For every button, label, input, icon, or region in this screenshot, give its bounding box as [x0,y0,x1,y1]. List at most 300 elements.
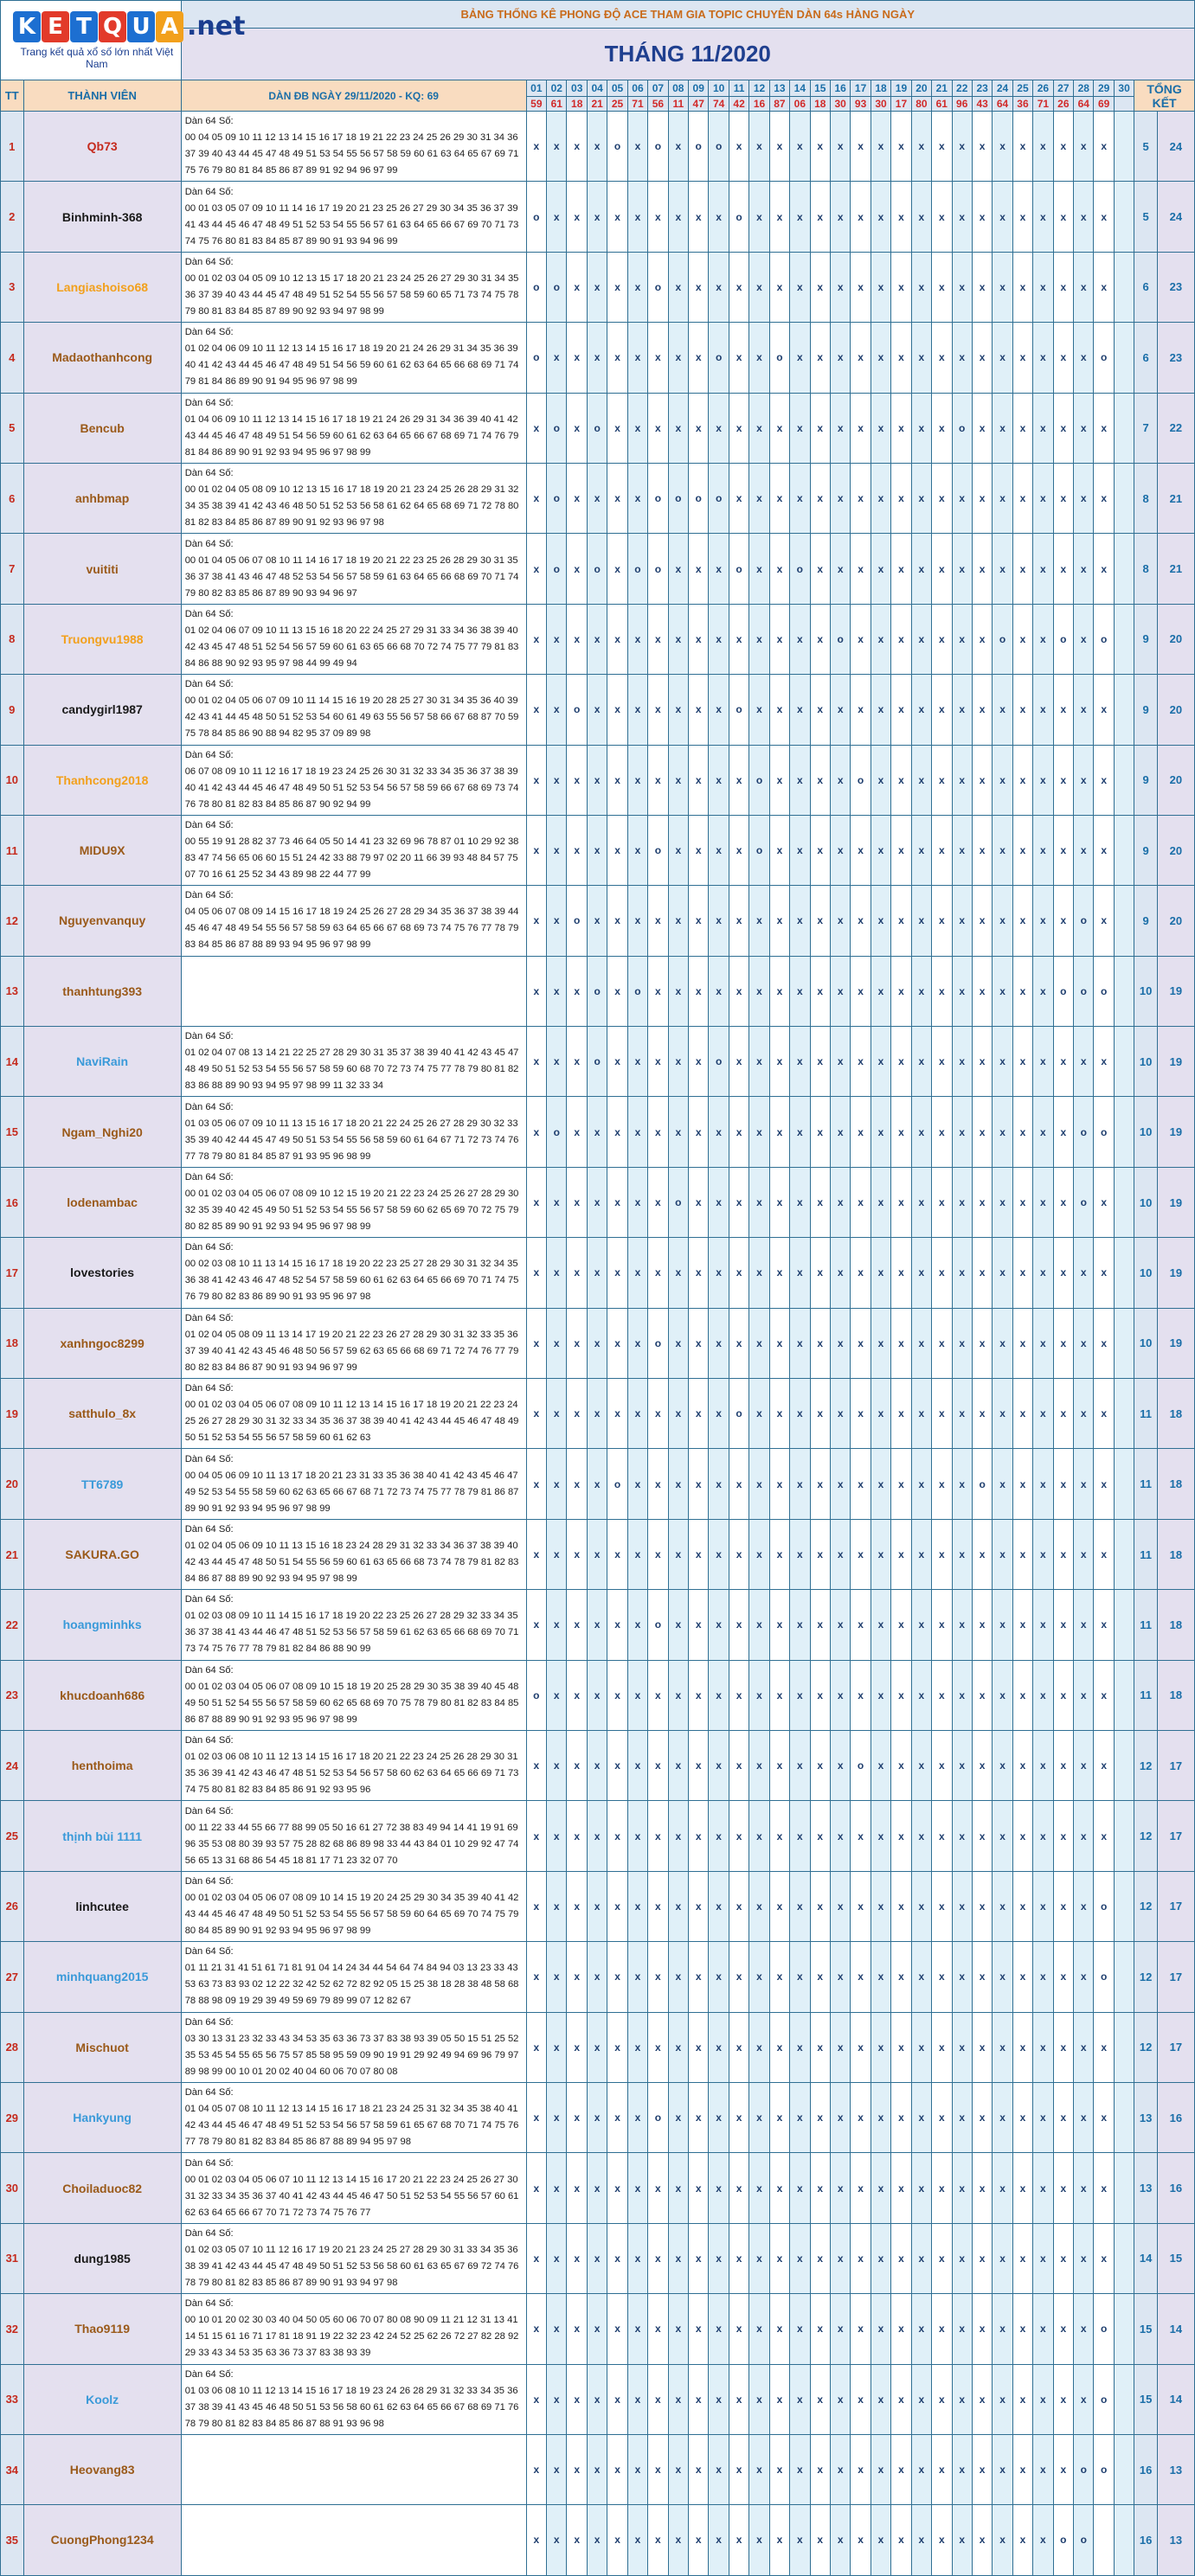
header-summary: TỔNG KẾT [1134,80,1195,112]
day-mark: x [871,323,890,393]
logo-letter: K [13,11,41,42]
day-mark: x [689,815,709,885]
day-mark: x [627,675,647,745]
day-mark: x [526,1027,546,1097]
day-mark: x [547,2434,567,2504]
member-name[interactable]: satthulo_8x [23,1379,181,1449]
day-number: 18 [871,80,890,97]
day-mark: x [891,2364,911,2434]
day-mark: x [607,323,627,393]
day-mark: x [810,1801,830,1871]
summary-hits: 10 [1134,1308,1158,1378]
day-mark: x [689,1730,709,1800]
day-mark: x [648,182,668,252]
member-row [1,956,1195,1026]
member-name[interactable]: Nguyenvanquy [23,886,181,956]
day-mark: x [993,675,1012,745]
day-mark: x [526,463,546,533]
member-name[interactable]: Hankyung [23,2082,181,2152]
member-row [1,1660,1195,1730]
day-mark [1114,2153,1134,2223]
day-mark: x [526,675,546,745]
member-row [1,1871,1195,1941]
day-mark: x [1053,1379,1073,1449]
day-mark: x [830,1801,850,1871]
day-mark: x [911,2153,931,2223]
day-mark: x [972,2082,992,2152]
day-result: 64 [993,97,1012,112]
day-mark: x [1033,1942,1053,2012]
day-mark: x [790,463,810,533]
day-mark: x [851,1519,871,1589]
day-mark: x [607,886,627,956]
dan-value: 01 03 05 06 07 09 10 11 13 15 16 17 18 20 21 22 24 25 26 27 28 29 30 32 33 35 39 40 42 44 45 47 49 50 51 53 54 55 56 58 59 60 61 64 67 71 72 73 74 76 77 78 79 80 81 84 85 87 91 93 95 96 98 99 [184,1118,519,1162]
member-name[interactable]: Koolz [23,2364,181,2434]
summary-misses: 23 [1157,252,1194,322]
day-mark: x [769,2012,789,2082]
day-mark: x [607,2364,627,2434]
day-mark: x [648,1167,668,1237]
day-mark: x [1012,956,1032,1026]
day-mark: x [729,1027,748,1097]
dan-label: Dàn 64 Số: [184,1242,234,1253]
day-mark: x [1012,393,1032,463]
day-mark: x [648,1871,668,1941]
day-mark: x [952,1942,972,2012]
day-mark: x [607,2153,627,2223]
day-mark [1114,1027,1134,1097]
day-mark: x [1074,1730,1094,1800]
day-mark: x [1033,2223,1053,2293]
day-mark: x [648,2223,668,2293]
day-number: 15 [810,80,830,97]
member-name[interactable]: Choiladuoc82 [23,2153,181,2223]
member-name[interactable]: Truongvu1988 [23,604,181,674]
logo-letter: U [127,11,155,42]
day-mark: x [1094,886,1114,956]
day-mark: x [709,675,729,745]
day-mark: x [830,534,850,604]
day-mark: x [1094,1590,1114,1660]
day-mark: x [627,393,647,463]
day-mark: x [1012,2082,1032,2152]
member-name[interactable]: khucdoanh686 [23,1660,181,1730]
day-mark: x [587,1379,607,1449]
day-mark: x [1033,815,1053,885]
day-mark: x [871,2294,890,2364]
day-mark [1114,1379,1134,1449]
dan-numbers [181,1379,526,1449]
day-mark: x [972,2434,992,2504]
day-mark: x [932,2082,952,2152]
day-mark [1114,1730,1134,1800]
dan-numbers [181,675,526,745]
day-mark: x [830,1167,850,1237]
day-mark: x [952,1801,972,1871]
day-mark: x [648,1660,668,1730]
day-mark: x [871,1167,890,1237]
day-mark: x [547,1167,567,1237]
day-mark: x [1074,2012,1094,2082]
day-mark: x [932,182,952,252]
day-mark: x [547,2223,567,2293]
member-name[interactable]: candygirl1987 [23,675,181,745]
day-mark: x [668,2364,688,2434]
member-name[interactable]: Langiashoiso68 [23,252,181,322]
day-mark: x [993,1942,1012,2012]
day-mark: x [1053,463,1073,533]
member-name[interactable]: CuongPhong1234 [23,2505,181,2575]
day-mark: x [729,393,748,463]
day-mark [1114,393,1134,463]
member-name[interactable]: MIDU9X [23,815,181,885]
member-name[interactable]: Qb73 [23,112,181,182]
member-name[interactable]: dung1985 [23,2223,181,2293]
day-mark: x [972,463,992,533]
day-mark: x [587,2082,607,2152]
day-mark: x [709,2505,729,2575]
day-mark: x [607,534,627,604]
member-name[interactable]: SAKURA.GO [23,1519,181,1589]
member-name[interactable]: Thao9119 [23,2294,181,2364]
day-mark: x [871,1097,890,1167]
day-mark: x [790,1942,810,2012]
day-number: 05 [607,80,627,97]
day-mark: x [1074,1590,1094,1660]
day-mark: x [1074,1308,1094,1378]
day-mark: x [526,815,546,885]
day-mark: x [851,956,871,1026]
dan-value: 01 02 04 07 08 13 14 21 22 25 27 28 29 30 31 35 37 38 39 40 41 42 43 45 47 48 49 50 51 52 53 54 55 56 57 58 59 60 68 70 72 73 74 75 77 78 79 80 81 82 83 86 88 89 90 93 94 95 97 98 99 11 32 33 34 [184,1048,519,1092]
day-mark: x [871,1730,890,1800]
dan-label: Dàn 64 Số: [184,679,234,690]
day-mark: x [952,745,972,815]
day-mark [1114,956,1134,1026]
member-name[interactable]: minhquang2015 [23,1942,181,2012]
day-mark: x [891,2153,911,2223]
header-member: THÀNH VIÊN [23,80,181,112]
day-mark: x [769,1167,789,1237]
day-mark: x [749,1379,769,1449]
row-index: 4 [1,323,24,393]
member-name[interactable]: henthoima [23,1730,181,1800]
dan-label: Dàn 64 Số: [184,1101,234,1112]
day-mark: x [769,886,789,956]
day-number: 28 [1074,80,1094,97]
dan-numbers [181,323,526,393]
dan-label: Dàn 64 Số: [184,116,234,127]
day-mark: x [749,1167,769,1237]
dan-numbers [181,182,526,252]
day-number: 10 [709,80,729,97]
day-mark: x [567,2223,587,2293]
dan-label: Dàn 64 Số: [184,1312,234,1323]
member-name[interactable]: hoangminhks [23,1590,181,1660]
day-mark: x [891,604,911,674]
member-name[interactable]: Bencub [23,393,181,463]
day-mark: x [729,2294,748,2364]
summary-misses: 19 [1157,1167,1194,1237]
day-mark: x [769,2082,789,2152]
day-mark: x [891,1167,911,1237]
member-name[interactable]: thanhtung393 [23,956,181,1026]
day-mark: x [911,252,931,322]
day-mark: x [749,2223,769,2293]
summary-hits: 15 [1134,2364,1158,2434]
day-mark: x [790,1449,810,1519]
logo[interactable] [1,1,246,80]
day-mark: x [729,1167,748,1237]
member-name[interactable]: Heovang83 [23,2434,181,2504]
day-mark: x [1012,252,1032,322]
day-mark: x [830,1519,850,1589]
day-mark: x [830,815,850,885]
day-mark: x [709,1801,729,1871]
day-mark [1114,675,1134,745]
header-dan: DÀN ĐB NGÀY 29/11/2020 - KQ: 69 [181,80,526,112]
day-result: 21 [587,97,607,112]
day-mark: x [1074,1238,1094,1308]
member-row [1,1379,1195,1449]
day-mark: x [932,463,952,533]
day-mark: x [952,2082,972,2152]
day-mark: x [668,2153,688,2223]
day-mark: x [668,1027,688,1097]
day-mark [1114,1449,1134,1519]
day-mark: x [891,534,911,604]
day-mark: x [972,2505,992,2575]
logo-letter: Q [99,11,126,42]
row-index: 3 [1,252,24,322]
day-mark: x [1094,2012,1114,2082]
dan-label: Dàn 64 Số: [184,1875,234,1887]
day-mark: x [932,675,952,745]
member-row [1,534,1195,604]
day-mark: x [972,182,992,252]
day-mark: o [648,1308,668,1378]
day-mark: x [790,675,810,745]
day-mark: x [689,2364,709,2434]
day-mark: x [911,393,931,463]
day-mark: x [1094,1027,1114,1097]
member-name[interactable]: lovestories [23,1238,181,1308]
day-mark: x [932,745,952,815]
day-mark: x [567,2012,587,2082]
day-number: 07 [648,80,668,97]
day-mark: x [668,2012,688,2082]
day-mark: x [689,323,709,393]
day-mark: x [911,815,931,885]
day-mark: x [891,2012,911,2082]
dan-numbers [181,745,526,815]
day-mark: x [668,182,688,252]
day-mark: x [810,745,830,815]
day-mark: x [1074,323,1094,393]
day-mark: x [993,1871,1012,1941]
day-mark: x [851,534,871,604]
dan-label: Dàn 64 Số: [184,820,234,831]
day-mark: x [689,886,709,956]
day-mark: x [790,323,810,393]
dan-label: Dàn 64 Số: [184,1524,234,1535]
member-name[interactable]: Ngam_Nghi20 [23,1097,181,1167]
day-mark: x [526,1308,546,1378]
day-mark: x [810,2505,830,2575]
day-mark: x [709,1379,729,1449]
member-name[interactable]: vuititi [23,534,181,604]
dan-label: Dàn 64 Số: [184,2157,234,2169]
day-mark: x [607,1238,627,1308]
day-mark: x [627,1871,647,1941]
day-mark: x [932,1590,952,1660]
day-mark: x [993,815,1012,885]
day-mark: x [911,1871,931,1941]
day-mark: x [891,1801,911,1871]
day-mark: x [790,1027,810,1097]
day-mark: x [952,2364,972,2434]
day-mark: x [627,182,647,252]
member-name[interactable]: linhcutee [23,1871,181,1941]
day-mark: x [648,1519,668,1589]
day-mark: x [911,1167,931,1237]
member-row [1,1801,1195,1871]
member-row [1,1730,1195,1800]
day-mark: x [851,1167,871,1237]
day-mark: x [547,1801,567,1871]
day-mark: x [911,323,931,393]
day-mark: x [1012,1308,1032,1378]
day-mark: x [1012,1027,1032,1097]
day-mark: x [830,1590,850,1660]
day-mark: o [769,323,789,393]
member-name[interactable]: Madaothanhcong [23,323,181,393]
row-index: 19 [1,1379,24,1449]
day-mark: x [648,1238,668,1308]
day-mark: x [993,1801,1012,1871]
day-mark: x [1094,1238,1114,1308]
day-mark: x [830,1097,850,1167]
day-mark: x [952,1027,972,1097]
day-mark: x [911,745,931,815]
day-mark: x [1053,2364,1073,2434]
day-mark: x [891,1238,911,1308]
day-mark: x [587,252,607,322]
member-name[interactable]: TT6789 [23,1449,181,1519]
dan-numbers [181,2153,526,2223]
day-mark: x [627,1801,647,1871]
day-mark: o [587,956,607,1026]
day-mark: x [749,1730,769,1800]
summary-misses: 16 [1157,2082,1194,2152]
member-name[interactable]: Binhminh-368 [23,182,181,252]
day-mark: o [627,956,647,1026]
day-mark: x [851,815,871,885]
day-mark: x [607,182,627,252]
day-mark: x [932,1449,952,1519]
day-mark: x [891,675,911,745]
day-mark: x [648,2012,668,2082]
member-name[interactable]: Thanhcong2018 [23,745,181,815]
day-mark: o [607,112,627,182]
day-mark: x [607,675,627,745]
day-mark: x [1074,252,1094,322]
day-mark: x [810,463,830,533]
day-mark: x [952,1238,972,1308]
member-name[interactable]: thịnh bùi 1111 [23,1801,181,1871]
day-mark: x [911,1590,931,1660]
day-mark: x [1053,1027,1073,1097]
summary-hits: 11 [1134,1449,1158,1519]
day-mark: x [627,1238,647,1308]
day-mark: x [911,2223,931,2293]
day-mark: x [790,182,810,252]
member-name[interactable]: lodenambac [23,1167,181,1237]
day-mark: x [911,2294,931,2364]
day-mark: x [952,252,972,322]
day-mark: x [1053,393,1073,463]
day-mark: x [790,1238,810,1308]
member-name[interactable]: anhbmap [23,463,181,533]
day-number: 01 [526,80,546,97]
member-row [1,1097,1195,1167]
day-mark: x [689,1238,709,1308]
day-mark: x [810,2434,830,2504]
logo-letter: T [70,11,98,42]
day-mark [1114,1660,1134,1730]
day-mark: x [1012,1590,1032,1660]
day-mark: x [1033,1097,1053,1167]
day-mark: x [891,1519,911,1589]
day-mark: x [952,815,972,885]
summary-misses: 15 [1157,2223,1194,2293]
member-name[interactable]: Mischuot [23,2012,181,2082]
day-mark: x [668,886,688,956]
day-mark: x [851,182,871,252]
day-mark: x [871,1871,890,1941]
day-mark: x [1074,604,1094,674]
day-mark: x [567,1379,587,1449]
day-mark: x [830,675,850,745]
day-mark: x [972,1379,992,1449]
day-mark: x [993,1238,1012,1308]
day-mark: x [769,1027,789,1097]
member-name[interactable]: NaviRain [23,1027,181,1097]
day-mark: x [790,1379,810,1449]
day-mark: x [830,2012,850,2082]
day-mark: x [668,1660,688,1730]
summary-hits: 8 [1134,463,1158,533]
day-mark: x [972,815,992,885]
day-mark [1114,745,1134,815]
summary-hits: 16 [1134,2434,1158,2504]
member-name[interactable]: xanhngoc8299 [23,1308,181,1378]
day-mark: x [790,393,810,463]
day-mark: x [709,815,729,885]
day-mark: x [830,2294,850,2364]
day-mark: x [891,1660,911,1730]
day-mark: x [689,1519,709,1589]
row-index: 21 [1,1519,24,1589]
day-mark: x [749,1097,769,1167]
day-mark: x [993,1730,1012,1800]
day-mark: x [627,886,647,956]
day-mark: x [1053,1167,1073,1237]
summary-hits: 11 [1134,1660,1158,1730]
day-mark: x [830,1238,850,1308]
day-mark: o [648,2082,668,2152]
logo-letter: E [42,11,69,42]
day-mark: x [1053,112,1073,182]
